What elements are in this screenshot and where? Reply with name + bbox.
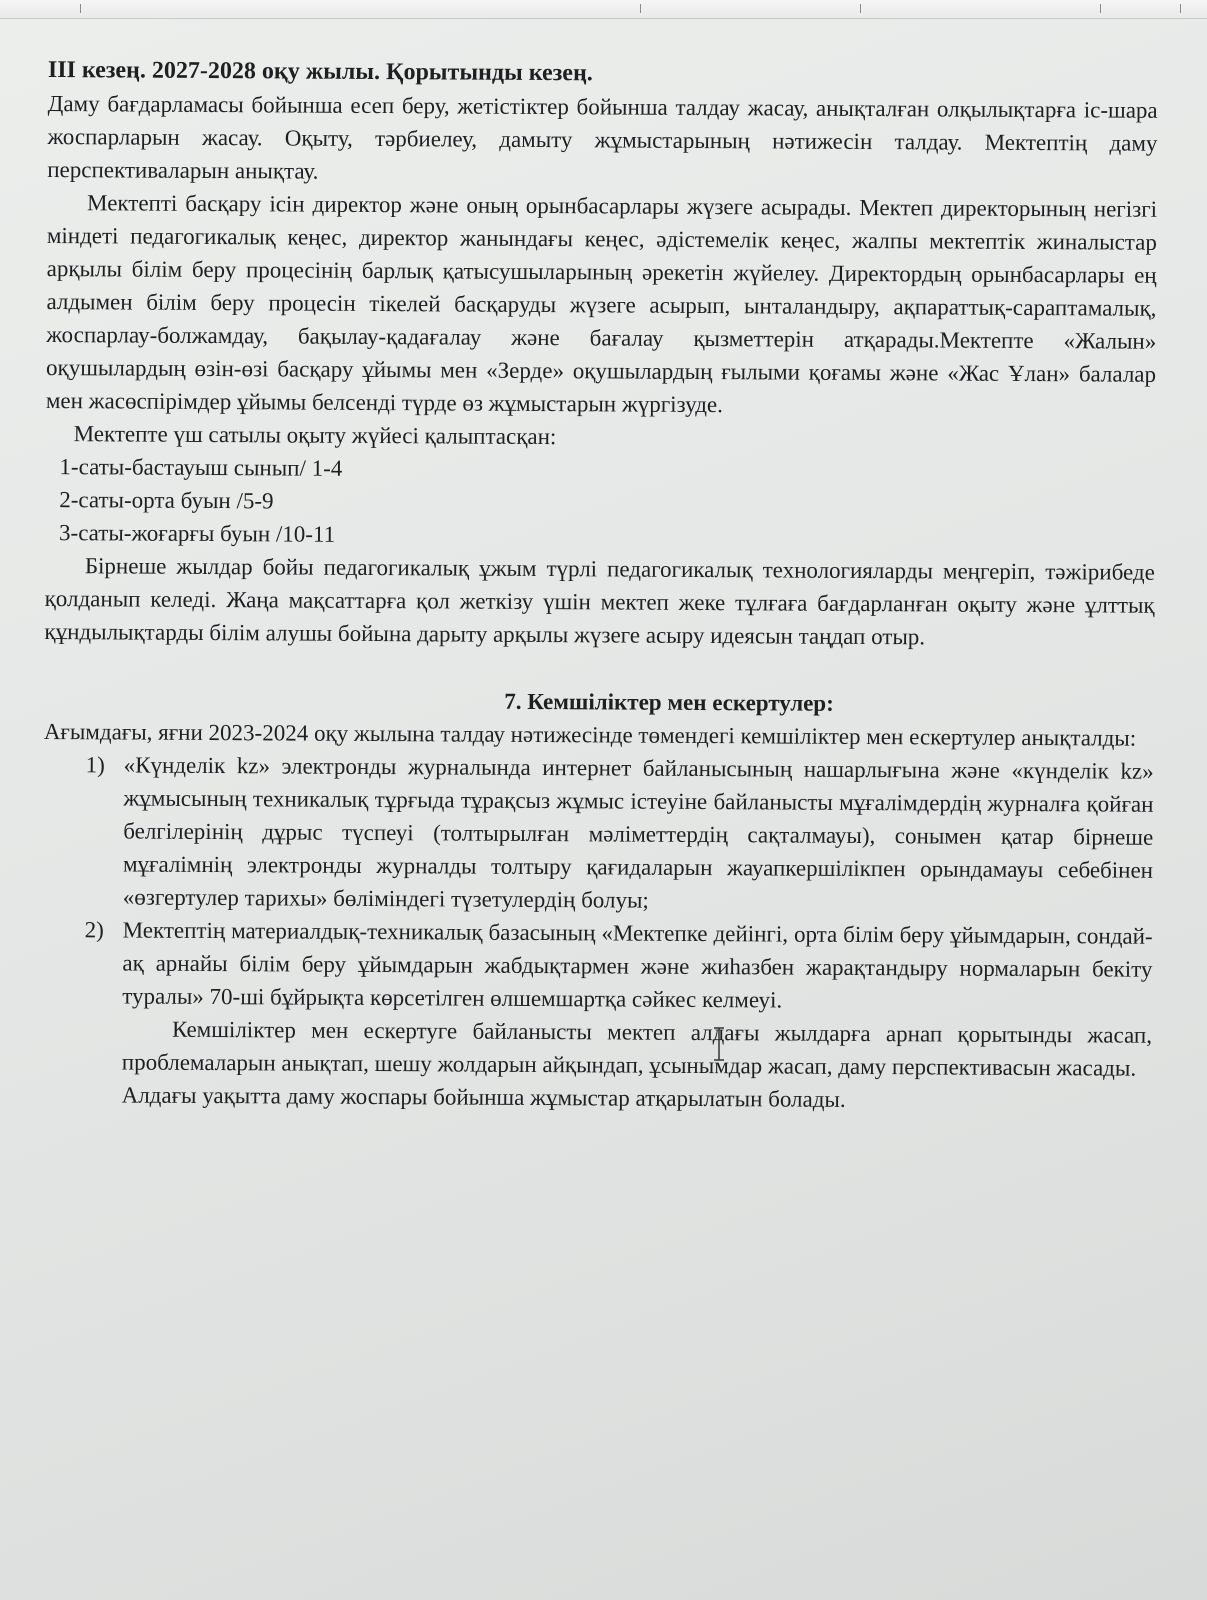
ruler-tick bbox=[1100, 4, 1101, 13]
issue-number: 1) bbox=[85, 752, 105, 778]
ruler-tick bbox=[860, 4, 861, 13]
stage3-heading: ІІІ кезең. 2027-2028 оқу жылы. Қорытынды кезең. bbox=[47, 56, 593, 87]
ruler-tick bbox=[640, 4, 641, 13]
conclusion-paragraph: Кемшіліктер мен ескертуге байланысты мектеп алдағы жылдарға арнап қорытынды жасап, проблемаларын анықтап, шешу жолдарын айқындап, ұсынымдар жасап, даму перспективасын жасады. bbox=[121, 1016, 1153, 1081]
section-7-intro: Ағымдағы, яғни 2023-2024 оқу жылына талдау нәтижесінде төмендегі кемшіліктер мен ескертулер анықталды: bbox=[43, 718, 1137, 751]
section-7-title: 7. Кемшіліктер мен ескертулер: bbox=[504, 688, 834, 716]
issue-item bbox=[42, 913, 1153, 1019]
ruler-tick bbox=[80, 4, 81, 13]
management-paragraph: Мектепті басқару ісін директор және оның орынбасарлары жүзеге асырады. Мектеп директорының негізгі міндеті педагогикалық кеңес, директор жанындағы кеңес, әдістемелік кеңес, жалпы мектептік жиналыстар арқылы білім беру процесінің барлық қатысушыларының әрекетін жүйелеу. Директордың орынбасарлары ең алдымен білім беру процесін тікелей басқаруды жүзеге асырып, ынталандыру, ақпараттық-сараптамалық, жоспарлау-болжамдау, бақылау-қадағалау және бағалау қызметтерін атқарады.Мектепте «Жалын» оқушылардың өзін-өзі басқару ұйымы мен «Зерде» оқушылардың ғылыми қоғамы және «Жас Ұлан» балалар мен жасөспірімдер ұйымы белсенді түрде өз жұмыстарын жүргізуде. bbox=[45, 190, 1158, 418]
stage3-paragraph: Даму бағдарламасы бойынша есеп беру, жетістіктер бойынша талдау жасау, анықталған олқылықтарға іс-шара жоспарларын жасау. Оқыту, тәрбиелеу, дамыту жұмыстарының нәтижесін талдау. Мектептің даму перспективаларын анықтау. bbox=[47, 90, 1158, 184]
issue-text: Мектептің материалдық-техникалық базасының «Мектепке дейінгі, орта білім беру ұйымдарын, сондай-ақ арнайы білім беру ұйымдарын жабдықтармен және жиһазбен жарақтандыру нормаларын бекіту туралы» 70-ші бұйрықта көрсетілген өлшемшартқа сәйкес келмеуі. bbox=[122, 917, 1153, 1013]
issue-text: «Күнделік kz» электронды журналында интернет байланысының нашарлығына және «күнделік kz» жұмысының техникалық тұрғыда тұрақсыз жұмыс істеуіне байланысты мұғалімдердің журналға қойған белгілерінің дұрыс түспеуі (толтырылған мәліметтердің сақталмауы), сонымен қатар бірнеше мұғалімнің электронды журналды толтыру қағидаларын жауапкершілікпен орындамауы себебінен «өзгертулер тарихы» бөліміндегі түзетулердің болуы; bbox=[122, 752, 1154, 913]
stage-line-2: 2-саты-орта буын /5-9 bbox=[59, 487, 274, 514]
technology-paragraph: Бірнеше жылдар бойы педагогикалық ұжым түрлі педагогикалық технологияларды меңгеріп, тәжірибеде қолданып келеді. Жаңа мақсаттарға қол жеткізу үшін мектеп жеке тұлғаға бағдарланған оқыту және ұлттық құндылықтарды білім алушы бойына дарыту арқылы жүзеге асыру идеясын таңдап отыр. bbox=[44, 553, 1155, 650]
document-page[interactable] bbox=[0, 18, 1207, 1600]
system-intro: Мектепте үш сатылы оқыту жүйесі қалыптасқан: bbox=[73, 421, 557, 450]
stage-line-1: 1-саты-бастауыш сынып/ 1-4 bbox=[59, 454, 343, 481]
issues-list bbox=[42, 748, 1154, 1019]
ruler-tick bbox=[1180, 4, 1181, 13]
issue-item bbox=[43, 748, 1154, 920]
issue-number: 2) bbox=[84, 917, 104, 943]
document-ruler bbox=[0, 0, 1207, 19]
document-body[interactable] bbox=[42, 54, 1158, 1118]
stage-line-3: 3-саты-жоғарғы буын /10-11 bbox=[59, 520, 336, 547]
final-sentence: Алдағы уақытта даму жоспары бойынша жұмыстар атқарылатын болады. bbox=[121, 1082, 846, 1112]
text-cursor-icon bbox=[712, 1026, 726, 1062]
